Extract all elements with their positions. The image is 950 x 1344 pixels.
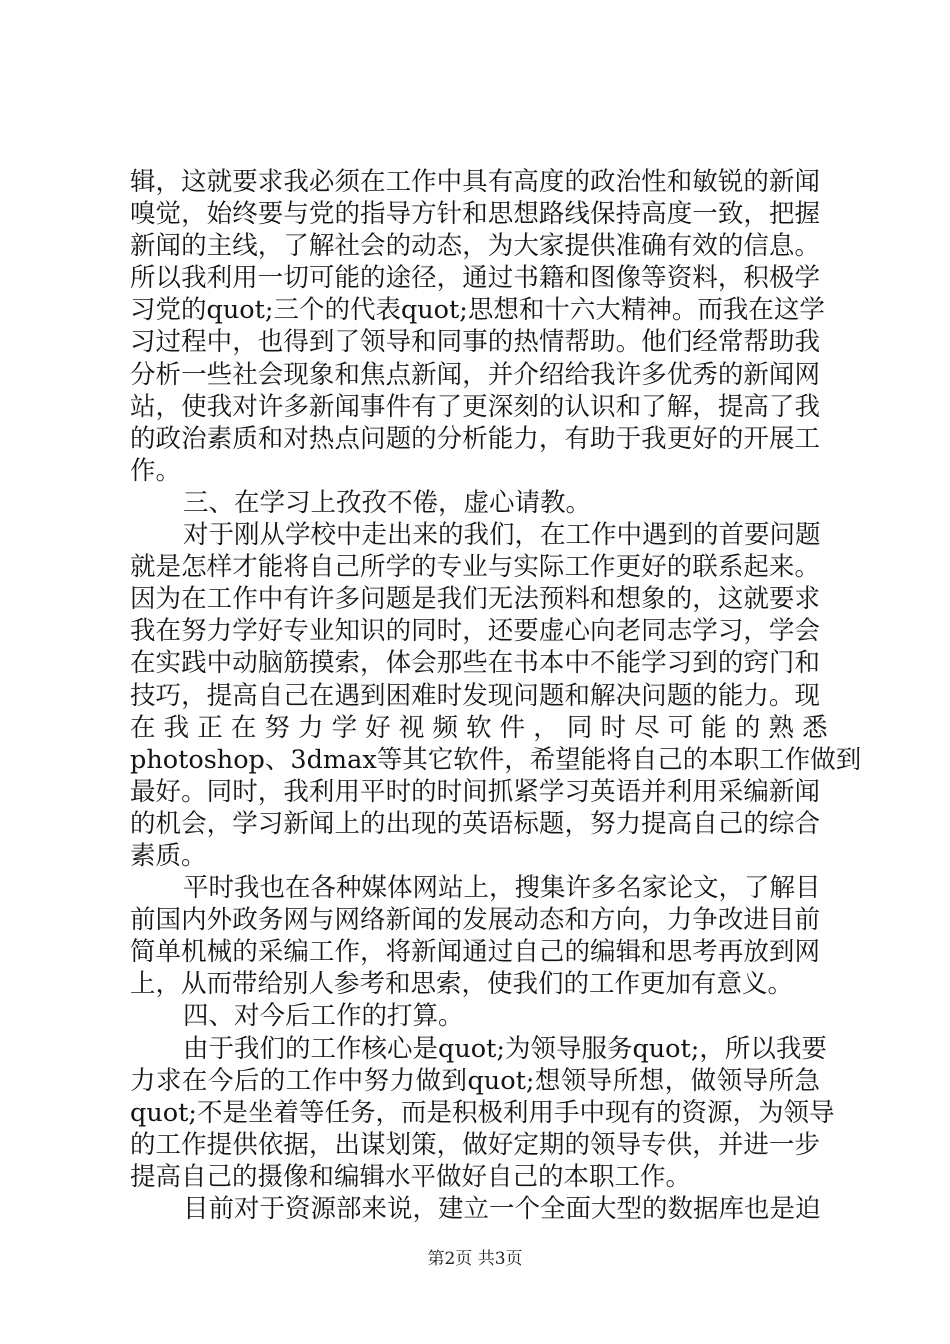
text-line: 的工作提供依据，出谋划策，做好定期的领导专供，并进一步	[130, 1129, 820, 1160]
text-line: 简单机械的采编工作，将新闻通过自己的编辑和思考再放到网	[130, 937, 820, 968]
text-line: 习党的quot;三个的代表quot;思想和十六大精神。而我在这学	[130, 295, 825, 326]
text-line: 的政治素质和对热点问题的分析能力，有助于我更好的开展工	[130, 423, 820, 454]
text-line: 分析一些社会现象和焦点新闻，并介绍给我许多优秀的新闻网	[130, 359, 820, 390]
page-number-footer: 第2页 共3页	[427, 1249, 523, 1269]
text-line: 目前对于资源部来说，建立一个全面大型的数据库也是迫	[183, 1194, 821, 1224]
body-text	[130, 166, 862, 1225]
text-line: 辑，这就要求我必须在工作中具有高度的政治性和敏锐的新闻	[130, 167, 820, 197]
text-line: 在实践中动脑筋摸索，体会那些在书本中不能学习到的窍门和	[130, 648, 820, 679]
text-line: quot;不是坐着等任务，而是积极利用手中现有的资源，为领导	[130, 1097, 835, 1128]
text-line: 素质。	[130, 840, 207, 871]
text-line: 新闻的主线，了解社会的动态，为大家提供准确有效的信息。	[130, 231, 820, 262]
text-line: 作。	[130, 455, 182, 486]
section-heading: 四、对今后工作的打算。	[183, 1001, 464, 1032]
text-line: 因为在工作中有许多问题是我们无法预料和想象的，这就要求	[130, 584, 820, 615]
text-line: 所以我利用一切可能的途径，通过书籍和图像等资料，积极学	[130, 263, 820, 294]
text-line: 习过程中，也得到了领导和同事的热情帮助。他们经常帮助我	[130, 327, 820, 358]
text-line: 我在努力学好专业知识的同时，还要虚心向老同志学习，学会	[130, 616, 820, 647]
text-line: 就是怎样才能将自己所学的专业与实际工作更好的联系起来。	[130, 552, 820, 583]
text-line: 力求在今后的工作中努力做到quot;想领导所想，做领导所急	[130, 1065, 820, 1096]
text-line: 平时我也在各种媒体网站上，搜集许多名家论文，了解目	[183, 873, 821, 904]
text-line: 提高自己的摄像和编辑水平做好自己的本职工作。	[130, 1161, 692, 1192]
text-line: 上，从而带给别人参考和思索，使我们的工作更加有意义。	[130, 969, 794, 1000]
text-line: 前国内外政务网与网络新闻的发展动态和方向，力争改进目前	[130, 905, 820, 936]
section-heading: 三、在学习上孜孜不倦，虚心请教。	[183, 487, 592, 518]
text-line: photoshop、3dmax等其它软件，希望能将自己的本职工作做到	[130, 744, 862, 775]
text-line: 嗅觉，始终要与党的指导方针和思想路线保持高度一致，把握	[130, 199, 820, 230]
text-line: 在 我 正 在 努 力 学 好 视 频 软 件 ， 同 时 尽 可 能 的 熟 悉	[130, 712, 828, 743]
text-line: 的机会，学习新闻上的出现的英语标题，努力提高自己的综合	[130, 808, 820, 839]
text-line: 最好。同时，我利用平时的时间抓紧学习英语并利用采编新闻	[130, 776, 820, 807]
text-line: 由于我们的工作核心是quot;为领导服务quot;，所以我要	[183, 1033, 827, 1064]
text-line: 技巧，提高自己在遇到困难时发现问题和解决问题的能力。现	[130, 680, 820, 711]
text-line: 对于刚从学校中走出来的我们，在工作中遇到的首要问题	[183, 520, 821, 551]
text-line: 站，使我对许多新闻事件有了更深刻的认识和了解，提高了我	[130, 391, 820, 422]
